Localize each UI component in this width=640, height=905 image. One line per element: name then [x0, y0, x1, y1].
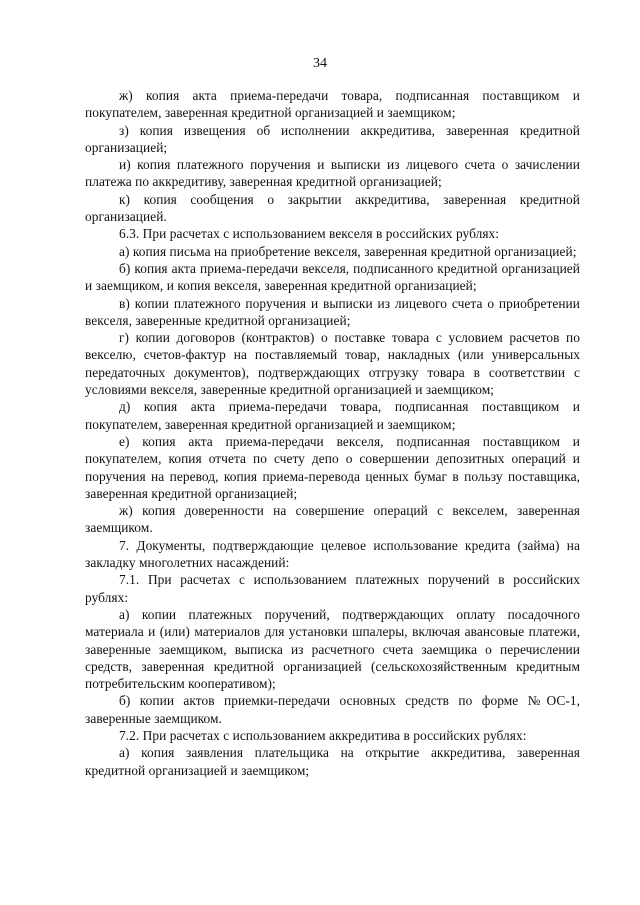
section-heading-7: 7. Документы, подтверждающие целевое использование кредита (займа) на закладку многолетних насаждений:	[85, 537, 580, 571]
section-heading-7-1: 7.1. При расчетах с использованием платежных поручений в российских рублях:	[85, 572, 580, 605]
paragraph-item-zh-2: ж) копия доверенности на совершение операций с векселем, заверенная заемщиком.	[85, 503, 580, 536]
section-heading-6-3: 6.3. При расчетах с использованием векселя в российских рублях:	[119, 226, 500, 242]
paragraph-item-v: в) копии платежного поручения и выписки из лицевого счета о приобретении векселя, заверенные кредитной организацией;	[85, 295, 580, 328]
section-heading-7-2: 7.2. При расчетах с использованием аккредитива в российских рублях:	[119, 727, 527, 743]
paragraph-item-a: а) копия письма на приобретение векселя, заверенная кредитной организацией;	[119, 243, 577, 259]
paragraph-item-d: д) копия акта приема-передачи товара, подписанная поставщиком и покупателем, заверенная кредитной организацией и заемщиком;	[85, 399, 580, 432]
paragraph-item-g: г) копии договоров (контрактов) о поставке товара с условием расчетов по векселю, счетов-фактур на поставляемый товар, накладных (или универсальных передаточных документов), подтверждающих отгрузку товара в соответствии с условиями векселя, заверенные кредитной организацией и заемщиком;	[85, 330, 580, 398]
paragraph-item-i: и) копия платежного поручения и выписки из лицевого счета о зачислении платежа по аккредитиву, заверенная кредитной организацией;	[85, 157, 580, 190]
paragraph-item-e: е) копия акта приема-передачи векселя, подписанная поставщиком и покупателем, копия отчета по счету депо о совершении депозитных операций и поручения на перевод, копия приема-перевода ценных бумаг в пользу поставщика, заверенная кредитной организацией;	[85, 433, 580, 501]
document-body	[85, 87, 580, 779]
page-number: 34	[313, 56, 327, 71]
paragraph-item-zh: ж) копия акта приема-передачи товара, подписанная поставщиком и покупателем, заверенная кредитной организацией и заемщиком;	[85, 88, 580, 121]
paragraph-item-b: б) копия акта приема-передачи векселя, подписанного кредитной организацией и заемщиком, и копия векселя, заверенная кредитной организацией;	[85, 260, 580, 294]
paragraph-item-b-2: б) копии актов приемки-передачи основных средств по форме №ОС-1, заверенные заемщиком.	[85, 693, 580, 726]
paragraph-item-a-2: а) копии платежных поручений, подтверждающих оплату посадочного материала и (или) материалов для установки шпалеры, включая авансовые платежи, заверенные заемщиком, выписка из расчетного счета заемщика о перечислении средств, заверенная кредитной организацией (сельскохозяйственным кредитным потребительским кооперативом);	[85, 606, 580, 692]
paragraph-item-z: з) копия извещения об исполнении аккредитива, заверенная кредитной организацией;	[85, 122, 580, 155]
paragraph-item-a-3: а) копия заявления плательщика на открытие аккредитива, заверенная кредитной организацией и заемщиком;	[85, 745, 580, 778]
paragraph-item-k: к) копия сообщения о закрытии аккредитива, заверенная кредитной организацией.	[85, 191, 580, 225]
